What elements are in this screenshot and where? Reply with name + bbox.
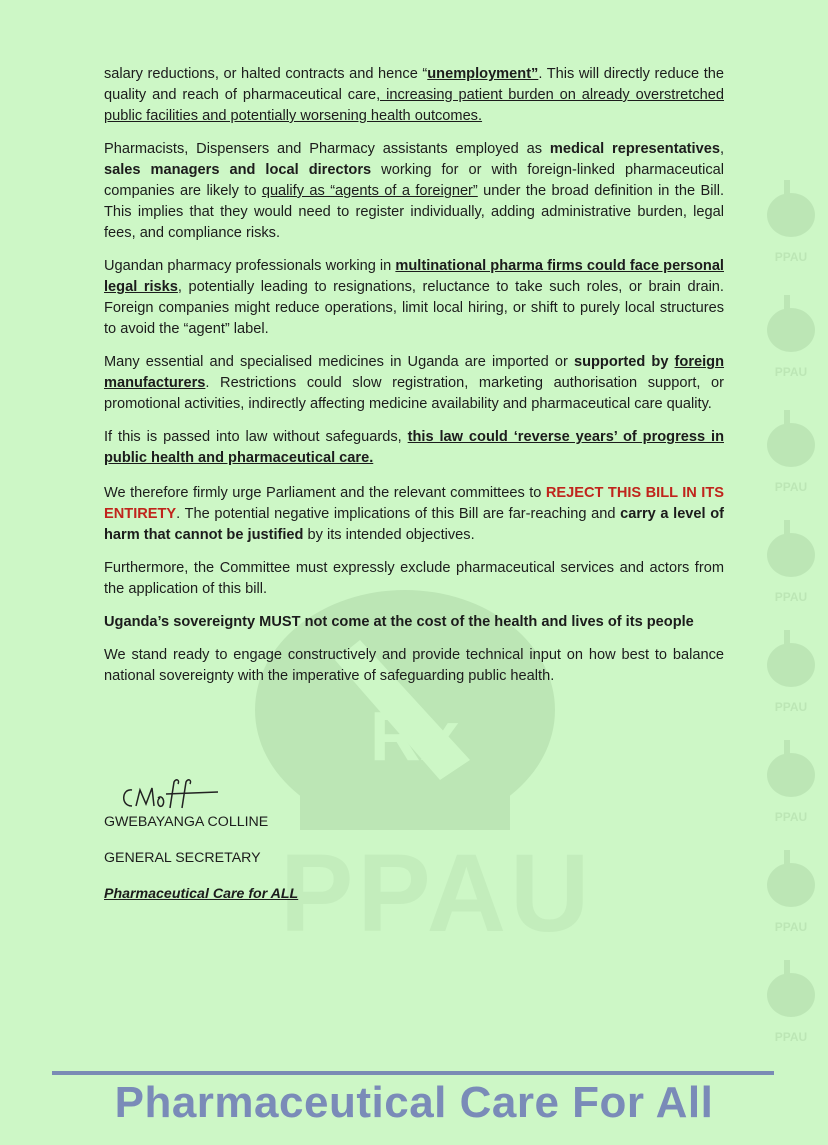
handwritten-signature-icon [118, 776, 218, 816]
paragraph-medicines: Many essential and specialised medicines in Uganda are imported or supported by foreign manufacturers. Restrictions could slow registration, marketing authorisation support, or promotional activities, indirectly affecting medicine availability and pharmaceutical care quality. [104, 354, 725, 412]
paragraph-agents-of-foreigner: Pharmacists, Dispensers and Pharmacy assistants employed as medical representatives, sales managers and local directors working for or with foreign-linked pharmaceutical companies are likely to qualify as “agents of a foreigner” under the broad definition in the Bill. This implies that they would need to register individually, adding administrative burden, legal fees, and compliance risks. [104, 141, 725, 241]
ppau-watermark-text: PPAU [280, 832, 594, 955]
svg-text:Rx: Rx [370, 697, 460, 775]
paragraph-reject-bill: We therefore firmly urge Parliament and the relevant committees to REJECT THIS BILL IN ITS ENTIRETY. The potential negative implications of this Bill are far-reaching and carry a level of harm that cannot be justified by its intended objectives. [104, 485, 724, 543]
ppau-side-logo-icon: PPAU [764, 175, 818, 267]
ppau-side-logo-icon: PPAU [764, 735, 818, 827]
ppau-side-logo-icon: PPAU [764, 290, 818, 382]
paragraph-safeguards: If this is passed into law without safeguards, this law could ‘reverse years’ of progress in public health and pharmaceutical care. [104, 429, 724, 466]
letter-body [104, 64, 724, 699]
paragraph-engage: We stand ready to engage constructively and provide technical input on how best to balance national sovereignty with the imperative of safeguarding public health. [104, 647, 724, 684]
footer-slogan: Pharmaceutical Care For All [114, 1078, 714, 1127]
ppau-side-logo-icon: PPAU [764, 515, 818, 607]
paragraph-legal-risks: Ugandan pharmacy professionals working in multinational pharma firms could face personal legal risks, potentially leading to resignations, reluctance to take such roles, or brain drain. Foreign companies might reduce operations, limit local hiring, or shift to purely local structures to avoid the “agent” label. [104, 258, 724, 337]
signatory-title: GENERAL SECRETARY [104, 850, 261, 866]
motto-text: Pharmaceutical Care for ALL [104, 886, 299, 902]
paragraph-unemployment: salary reductions, or halted contracts and hence “unemployment”. This will directly reduce the quality and reach of pharmaceutical care, increasing patient burden on already overstretched public facilities and potentially worsening health outcomes. [104, 66, 724, 124]
ppau-side-logo-icon: PPAU [764, 845, 818, 937]
ppau-side-logo-icon: PPAU [764, 625, 818, 717]
footer-divider [52, 1071, 774, 1075]
paragraph-sovereignty: Uganda’s sovereignty MUST not come at the cost of the health and lives of its people [104, 614, 694, 630]
ppau-side-logo-icon: PPAU [764, 405, 818, 497]
ppau-side-logo-icon: PPAU [764, 955, 818, 1047]
paragraph-exclude-services: Furthermore, the Committee must expressly exclude pharmaceutical services and actors from the application of this bill. [104, 560, 724, 597]
signatory-name: GWEBAYANGA COLLINE [104, 814, 269, 830]
